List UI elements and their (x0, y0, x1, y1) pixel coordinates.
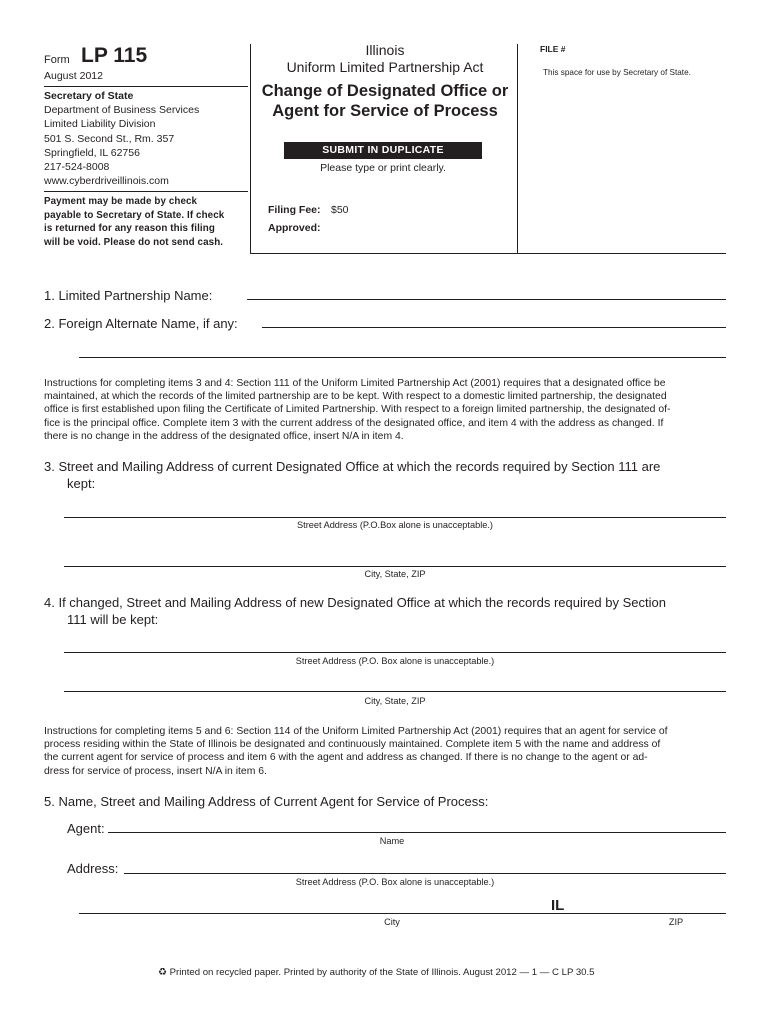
file-note: This space for use by Secretary of State. (543, 68, 691, 77)
agency-name: Secretary of State (44, 90, 134, 102)
agency-line: Department of Business Services (44, 104, 200, 117)
column-divider (517, 44, 518, 253)
form-label: Form (44, 54, 70, 66)
agency-website: www.cyberdriveillinois.com (44, 175, 169, 188)
partnership-name-field[interactable] (247, 299, 726, 300)
instructions-items-3-4: Instructions for completing items 3 and 4: Section 111 of the Uniform Limited Partnership Act (2001) requires that a designated office be maintained, at which the records of the limited partnership are to be kept. With respect to a domestic limited partnership, the designated office is first established upon filing the Certificate of Limited Partnership. With respect to a foreign limited partnership, the designated of- fice is the principal office. Complete item 3 with the current address of the designated office, and item 4 with the address as changed. If there is no change in the address of the designated office, insert N/A in item 4. (44, 378, 671, 442)
agency-line: 217-524-8008 (44, 161, 110, 174)
city-caption: City, State, ZIP (364, 569, 426, 579)
filing-fee-label: Filing Fee: (268, 204, 321, 216)
submit-banner: SUBMIT IN DUPLICATE (284, 142, 482, 159)
item-3-label: 3. Street and Mailing Address of current Designated Office at which the records required by Section 111 are (44, 459, 661, 474)
instructions-items-5-6: Instructions for completing items 5 and 6: Section 114 of the Uniform Limited Partnership Act (2001) requires that an agent for service of process residing within the State of Illinois be designated and continuously maintained. Complete item 5 with the name and address of the current agent for service of process and item 6 with the agent and address as changed. If there is no change to the agent or ad- dress for service of process, insert N/A in item 6. (44, 726, 668, 777)
alternate-name-field[interactable] (262, 327, 726, 328)
agent-street-field[interactable] (124, 873, 726, 874)
agent-label: Agent: (67, 821, 105, 836)
agency-line: Limited Liability Division (44, 118, 156, 131)
city-caption: City, State, ZIP (364, 696, 426, 706)
current-office-city-field[interactable] (64, 566, 726, 567)
act-name: Uniform Limited Partnership Act (286, 59, 484, 75)
street-caption: Street Address (P.O. Box alone is unacceptable.) (295, 656, 495, 666)
name-caption: Name (379, 836, 405, 846)
new-office-city-field[interactable] (64, 691, 726, 692)
city-caption: City (384, 917, 400, 927)
state-value: IL (551, 897, 565, 914)
footer (158, 967, 628, 978)
divider (44, 191, 248, 192)
agent-city-zip-field[interactable] (79, 913, 726, 914)
zip-caption: ZIP (668, 917, 684, 927)
divider (44, 86, 248, 87)
recycle-icon: ♻ (158, 967, 167, 978)
item-4-label: 4. If changed, Street and Mailing Address of new Designated Office at which the records required by Section (44, 595, 666, 610)
alternate-name-field-line-2[interactable] (79, 357, 726, 358)
item-5-label: 5. Name, Street and Mailing Address of Current Agent for Service of Process: (44, 794, 489, 809)
current-office-street-field[interactable] (64, 517, 726, 518)
item-2-label: 2. Foreign Alternate Name, if any: (44, 316, 238, 331)
agent-name-field[interactable] (108, 832, 726, 833)
agency-line: 501 S. Second St., Rm. 357 (44, 132, 175, 145)
state-name: Illinois (365, 42, 405, 58)
agency-block (44, 89, 199, 188)
address-label: Address: (67, 861, 119, 876)
street-caption: Street Address (P.O. Box alone is unacceptable.) (295, 877, 495, 887)
street-caption: Street Address (P.O.Box alone is unacceptable.) (297, 520, 493, 530)
form-title: Change of Designated Office or Agent for Service of Process (261, 82, 509, 120)
item-1-label: 1. Limited Partnership Name: (44, 288, 213, 303)
new-office-street-field[interactable] (64, 652, 726, 653)
header-bottom-rule (250, 253, 726, 254)
item-4-label-cont: 111 will be kept: (67, 612, 159, 627)
form-date: August 2012 (44, 70, 103, 82)
item-3-label-cont: kept: (67, 476, 96, 491)
print-note: Please type or print clearly. (320, 162, 446, 174)
approved-label: Approved: (268, 222, 321, 234)
agency-line: Springfield, IL 62756 (44, 146, 140, 159)
footer-text: Printed on recycled paper. Printed by authority of the State of Illinois. August 2012 — 1 — C LP 30.5 (169, 967, 595, 978)
filing-fee-value: $50 (331, 204, 349, 216)
payment-note: Payment may be made by check payable to Secretary of State. If check is returned for any reason this filing will be void. Please do not send cash. (44, 196, 225, 248)
column-divider (250, 44, 251, 253)
file-number-label: FILE # (540, 44, 566, 54)
form-number: LP 115 (81, 44, 148, 67)
